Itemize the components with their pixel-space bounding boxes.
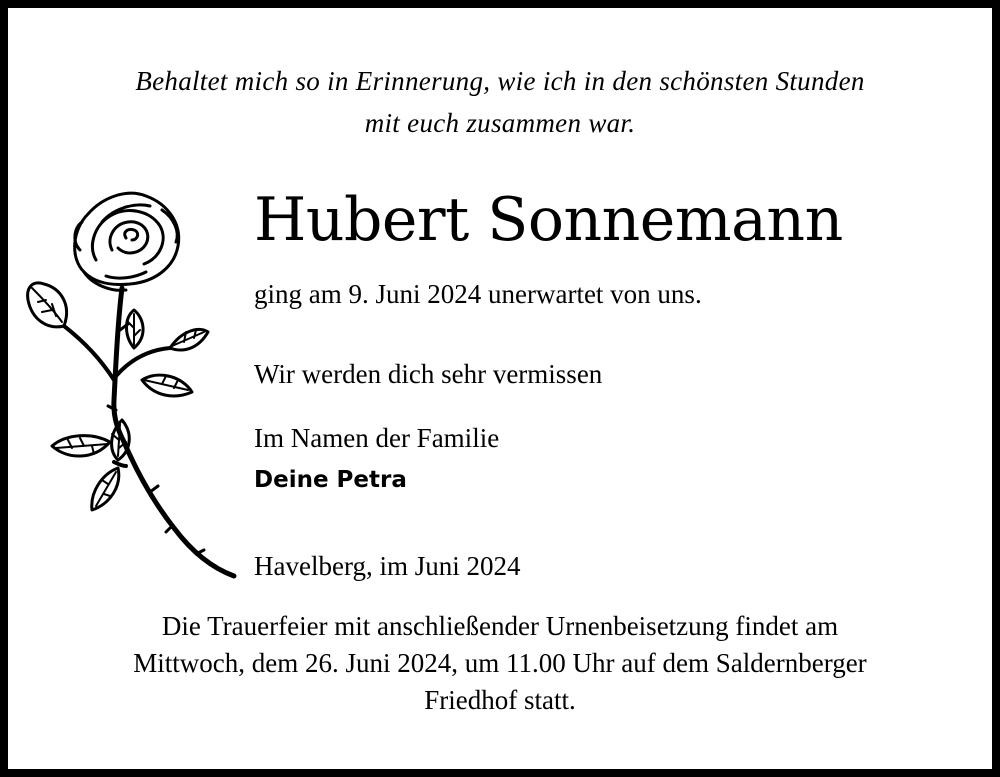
ceremony-line-2: Mittwoch, dem 26. Juni 2024, um 11.00 Uhr auf dem Saldernberger	[133, 648, 867, 678]
message-text: Wir werden dich sehr vermissen	[254, 359, 603, 389]
deceased-name: Hubert Sonnemann	[254, 185, 843, 255]
memorial-quote	[8, 60, 992, 144]
place-date: Havelberg, im Juni 2024	[254, 551, 521, 581]
death-notice: ging am 9. Juni 2024 unerwartet von uns.	[254, 279, 702, 309]
rose-icon	[22, 180, 244, 584]
family-line: Im Namen der Familie	[254, 423, 500, 453]
ceremony-info	[8, 608, 992, 719]
ceremony-line-1: Die Trauerfeier mit anschließender Urnenbeisetzung findet am	[161, 611, 839, 641]
quote-line-2: mit euch zusammen war.	[364, 108, 636, 138]
signature-name: Deine Petra	[254, 467, 407, 493]
quote-line-1: Behaltet mich so in Erinnerung, wie ich in den schönsten Stunden	[135, 66, 865, 96]
obituary-card	[8, 8, 992, 769]
ceremony-line-3: Friedhof statt.	[424, 685, 576, 715]
